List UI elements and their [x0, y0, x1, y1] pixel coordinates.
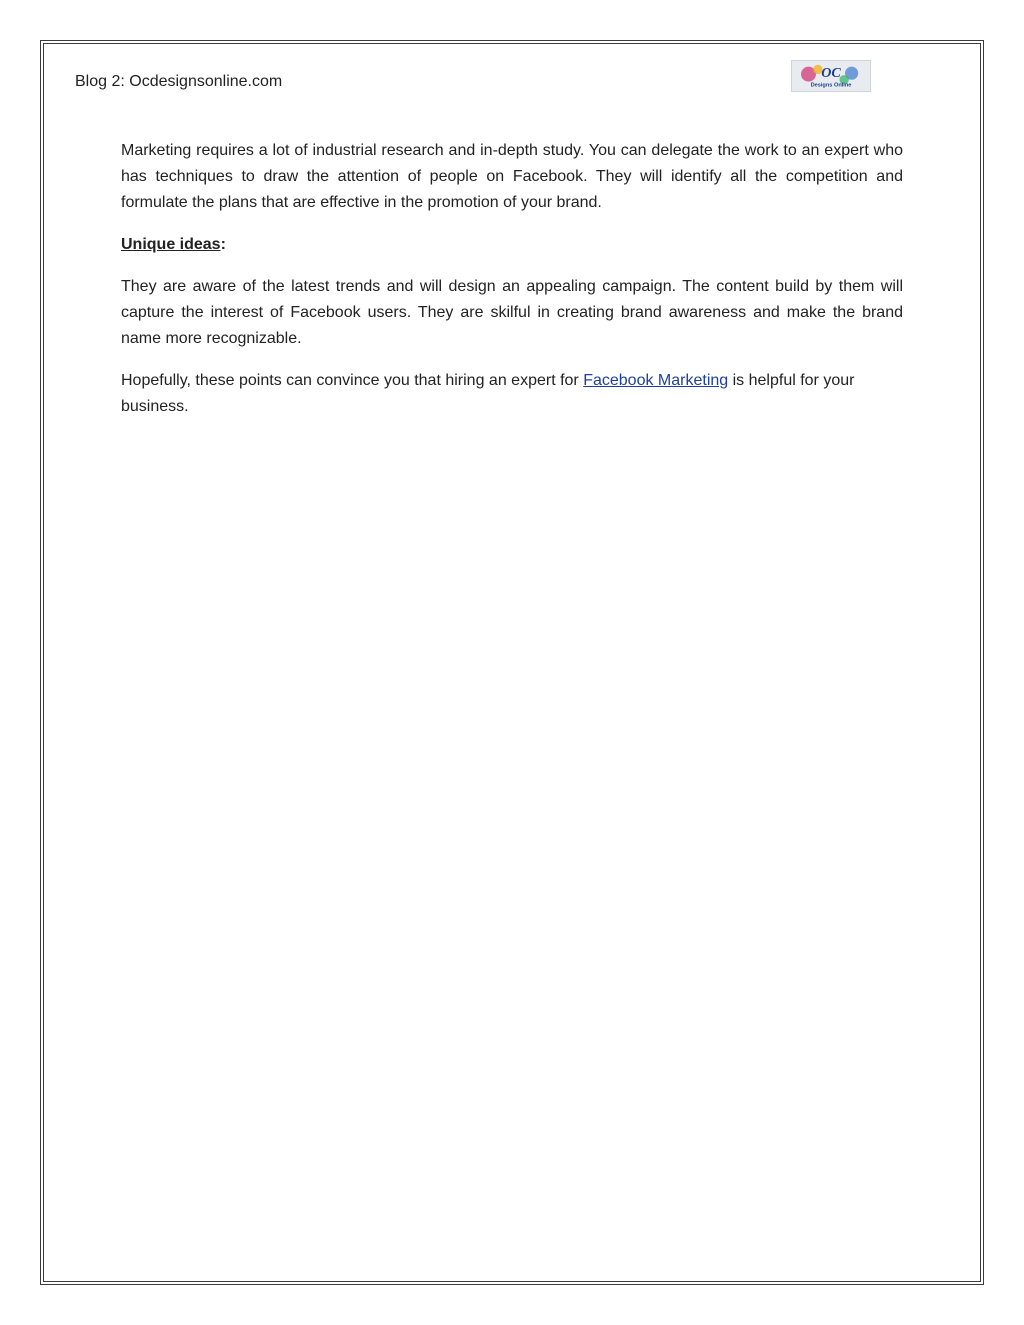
header-title: Blog 2: Ocdesignsonline.com [75, 73, 283, 90]
logo-sub-text: Designs Online [810, 82, 852, 89]
blog-content [121, 138, 903, 436]
paragraph-3-after-link: is helpful for your business. [121, 372, 855, 415]
section-heading [121, 232, 903, 258]
paragraph-2: They are aware of the latest trends and will design an appealing campaign. The content build by them will capture the interest of Facebook users. They are skilful in creating brand awareness and make the brand name more recognizable. [121, 278, 903, 347]
facebook-marketing-link[interactable]: Facebook Marketing [583, 372, 729, 389]
oc-designs-logo-icon [791, 60, 871, 92]
paragraph-1: Marketing requires a lot of industrial research and in-depth study. You can delegate the work to an expert who has techniques to draw the attention of people on Facebook. They will identify all the competition and formulate the plans that are effective in the promotion of your brand. [121, 142, 903, 211]
logo-main-text: OC [821, 64, 841, 81]
heading-suffix: : [220, 236, 226, 253]
heading-text: Unique ideas [121, 236, 221, 253]
paragraph-3-before-link: Hopefully, these points can convince you that hiring an expert for [121, 372, 584, 389]
paragraph-3 [121, 368, 903, 420]
